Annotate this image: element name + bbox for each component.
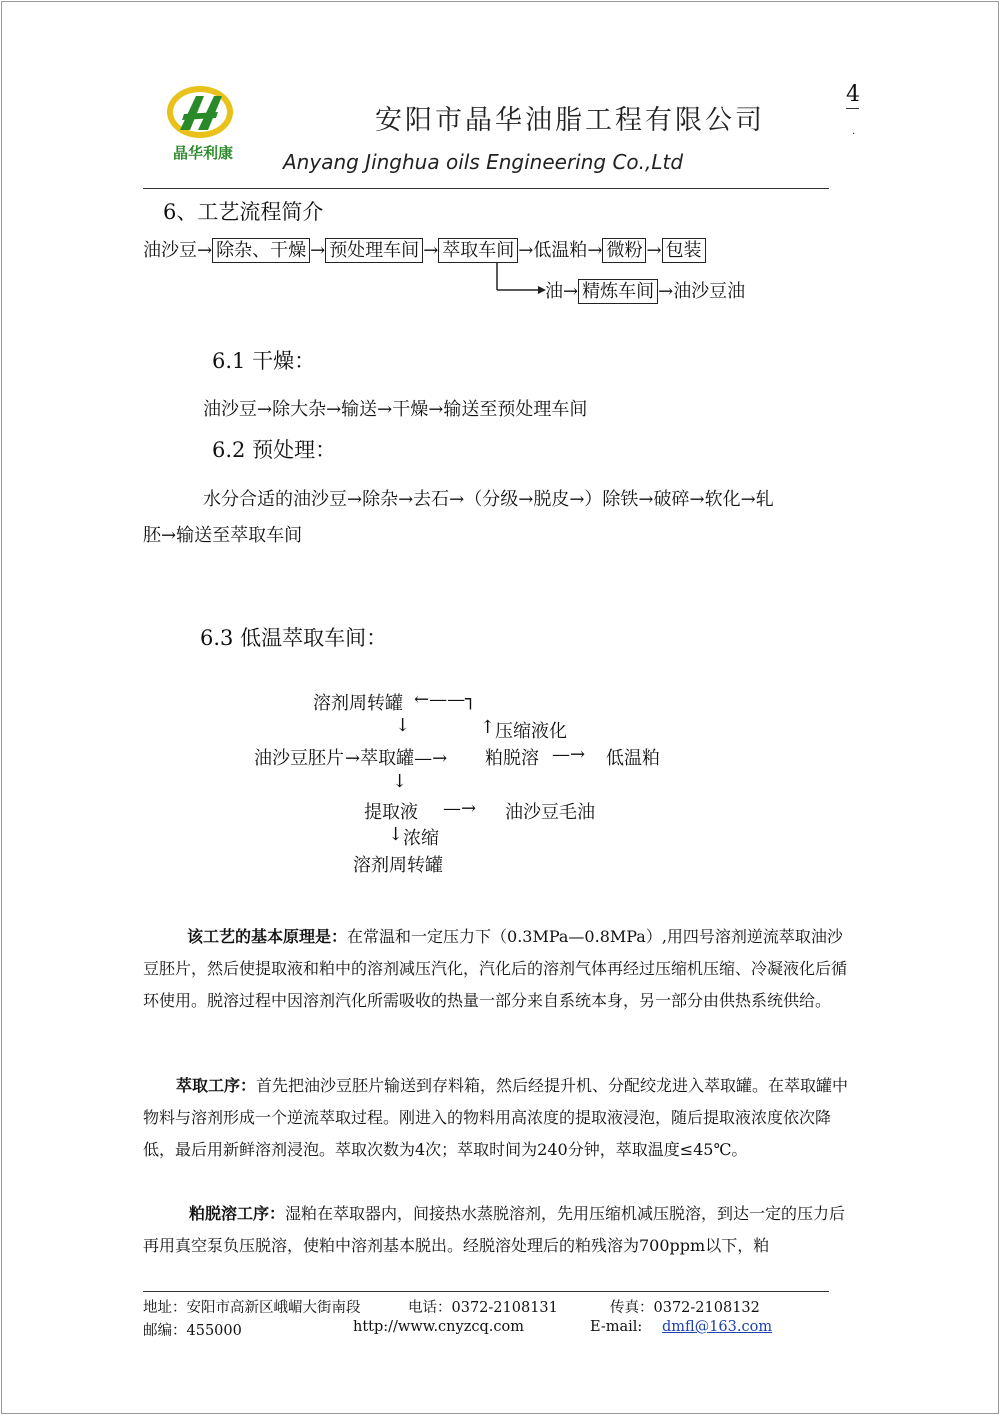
diagram-crude-oil: 油沙豆毛油 (505, 802, 595, 823)
flow-arrow: → (563, 281, 579, 302)
footer-email-link[interactable]: dmfl@163.com (662, 1319, 773, 1335)
desolv-label: 粕脱溶工序： (189, 1204, 286, 1223)
diagram-extract: 提取液 (364, 802, 418, 823)
section-6-2-line1: 水分合适的油沙豆→除杂→去石→（分级→脱皮→）除铁→破碎→软化→轧 (203, 489, 774, 510)
company-name-cn: 安阳市晶华油脂工程有限公司 (375, 105, 765, 136)
flow-arrow: → (658, 281, 674, 302)
flow-arrow: → (587, 240, 603, 261)
company-name-en: Anyang Jinghua oils Engineering Co.,Ltd (283, 150, 684, 174)
extraction-paragraph (143, 1070, 858, 1166)
page-number: 4 (846, 82, 860, 107)
flow-step-3: 预处理车间 (325, 238, 423, 263)
flow-arrow: → (646, 240, 662, 261)
branch-connector (490, 260, 550, 296)
section-6-1-title: 6.1 干燥： (212, 349, 316, 373)
diagram-down-arrow-1: ↓ (395, 715, 411, 736)
principle-paragraph (143, 921, 858, 1017)
flow-step-2: 除杂、干燥 (212, 238, 310, 263)
branch-step-2: 精炼车间 (578, 279, 658, 304)
footer-email-label: E-mail: (590, 1319, 643, 1335)
flow-step-7: 包装 (662, 238, 706, 263)
diagram-down-arrow-2: ↓ (392, 771, 408, 792)
diagram-extraction-tank: →萃取罐—→ (345, 748, 448, 769)
diagram-return-arrow: ←——┐ (414, 689, 476, 710)
page-number-underline (846, 108, 859, 109)
flow-arrow: → (310, 240, 326, 261)
branch-step-1: 油 (545, 281, 563, 302)
flow-step-1: 油沙豆 (143, 240, 197, 261)
section-6-title: 6、工艺流程简介 (163, 200, 324, 224)
flow-arrow: → (197, 240, 213, 261)
desolv-text: 湿粕在萃取器内，间接热水蒸脱溶剂，先用压缩机减压脱溶，到达一定的压力后再用真空泵负压脱溶，使粕中溶剂基本脱出。经脱溶处理后的粕残溶为700ppm以下，粕 (143, 1204, 846, 1255)
extraction-text: 首先把油沙豆胚片输送到存料箱，然后经提升机、分配绞龙进入萃取罐。在萃取罐中物料与溶剂形成一个逆流萃取过程。刚进入的物料用高浓度的提取液浸泡，随后提取液浓度依次降低，最后用新鲜溶剂浸泡。萃取次数为4次；萃取时间为240分钟，萃取温度≤45℃。 (143, 1076, 849, 1159)
footer-website[interactable]: http://www.cnyzcq.com (353, 1319, 524, 1335)
flow-arrow: → (518, 240, 534, 261)
section-6-2-line2: 胚→输送至萃取车间 (143, 525, 303, 546)
diagram-concentrate: 浓缩 (403, 828, 439, 849)
section-6-3-title: 6.3 低温萃取车间： (200, 626, 388, 650)
diagram-up-arrow: ↑ (480, 717, 496, 738)
footer-fax: 传真：0372-2108132 (610, 1300, 760, 1316)
diagram-down-arrow-3: ↓ (388, 824, 404, 845)
flow-step-5: 低温粕 (533, 240, 588, 261)
flow-step-6: 微粉 (602, 238, 646, 263)
desolv-paragraph (143, 1198, 858, 1262)
flow-step-4: 萃取车间 (438, 238, 518, 263)
section-6-2-title: 6.2 预处理： (212, 438, 337, 462)
footer-rule (143, 1291, 829, 1292)
principle-text: 在常温和一定压力下（0.3MPa—0.8MPa）,用四号溶剂逆流萃取油沙豆胚片，然后使提取液和粕中的溶剂减压汽化，汽化后的溶剂气体再经过压缩机压缩、冷凝液化后循环使用。脱溶过程中因溶剂汽化所需吸收的热量一部分来自系统本身，另一部分由供热系统供给。 (143, 927, 848, 1010)
diagram-solvent-tank-bottom: 溶剂周转罐 (353, 855, 443, 876)
header-rule (143, 188, 829, 189)
extraction-label: 萃取工序： (176, 1076, 257, 1095)
diagram-low-temp-meal: 低温粕 (606, 748, 660, 769)
branch-step-3: 油沙豆油 (673, 281, 746, 302)
diagram-compress-label: 压缩液化 (495, 721, 567, 742)
page-number-dot: . (852, 126, 856, 137)
principle-label: 该工艺的基本原理是： (187, 927, 348, 946)
diagram-dash-arrow-2: —→ (443, 798, 477, 819)
diagram-dash-arrow-1: —→ (552, 744, 586, 765)
diagram-solvent-tank-top: 溶剂周转罐 (313, 693, 403, 714)
diagram-flakes: 油沙豆胚片 (254, 748, 344, 769)
logo-text: 晶华利康 (172, 144, 233, 162)
flow-arrow: → (423, 240, 439, 261)
section-6-1-text: 油沙豆→除大杂→输送→干燥→输送至预处理车间 (203, 399, 588, 420)
footer-postcode: 邮编：455000 (143, 1323, 242, 1339)
footer-phone: 电话：0372-2108131 (408, 1300, 558, 1316)
diagram-meal-desolv: 粕脱溶 (485, 748, 539, 769)
process-flow-branch (545, 277, 745, 303)
footer-address: 地址：安阳市高新区峨嵋大街南段 (143, 1300, 361, 1316)
process-flow-main (143, 236, 706, 262)
